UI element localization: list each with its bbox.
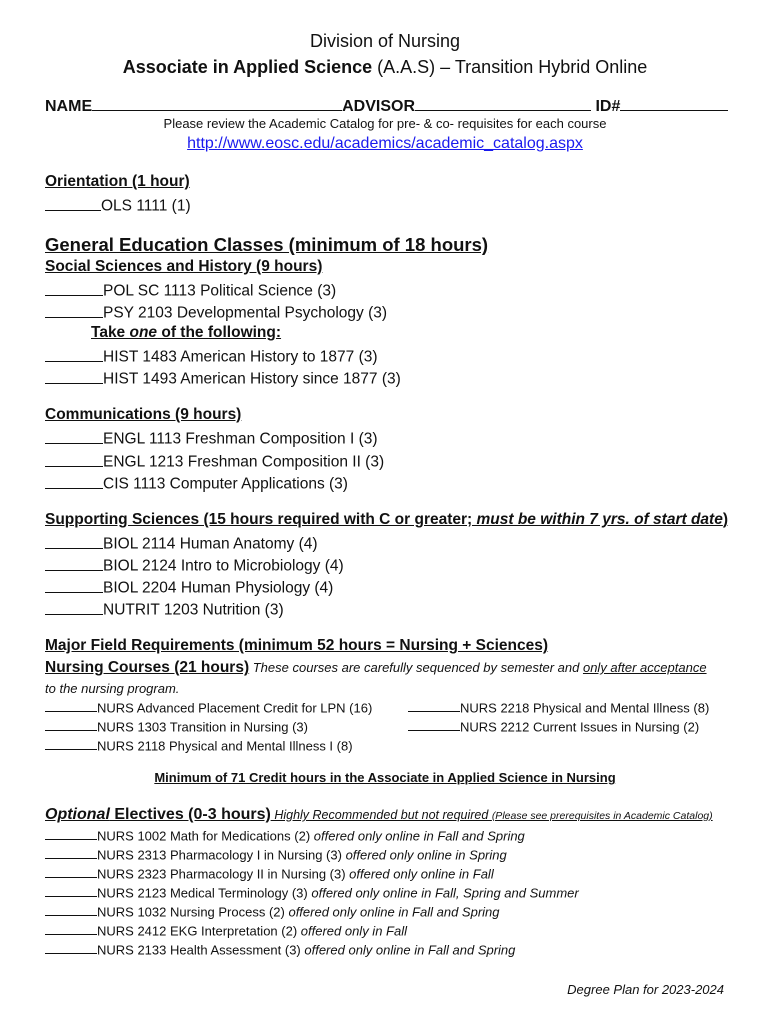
checkbox-blank[interactable] (45, 846, 97, 859)
checkbox-blank[interactable] (45, 280, 103, 296)
checklist-row (45, 368, 401, 389)
gen-ed-heading: General Education Classes (minimum of 18 hours) (45, 234, 489, 255)
course-label: NURS 1303 Transition in Nursing (3) (97, 719, 308, 735)
offered-note: offered only online in Fall (349, 866, 494, 882)
course-label: POL SC 1113 Political Science (3) (103, 282, 337, 300)
degree-title-bold: Associate in Applied Science (122, 57, 373, 77)
checkbox-blank[interactable] (45, 718, 97, 731)
take-one-instruction (91, 324, 281, 342)
checkbox-blank[interactable] (45, 903, 97, 916)
checklist-row (45, 195, 191, 216)
checklist-row (45, 903, 500, 919)
supporting-em: must be within 7 yrs. of start date (476, 511, 723, 528)
checklist-row (45, 451, 384, 472)
checkbox-blank[interactable] (408, 718, 460, 731)
electives-optional: Optional (45, 806, 110, 823)
name-label: NAME (45, 98, 93, 116)
checkbox-blank[interactable] (45, 555, 103, 571)
id-label: ID# (595, 98, 621, 116)
student-info-line (45, 95, 728, 116)
course-label: BIOL 2204 Human Physiology (4) (103, 579, 334, 597)
take-post: of the following: (157, 324, 282, 341)
checkbox-blank[interactable] (45, 473, 103, 489)
course-label: NURS 2412 EKG Interpretation (2) (97, 923, 301, 939)
checklist-row (45, 428, 378, 449)
checkbox-blank[interactable] (45, 827, 97, 840)
checklist-row (45, 865, 494, 881)
checkbox-blank[interactable] (408, 699, 460, 712)
checkbox-blank[interactable] (45, 599, 103, 615)
nursing-courses-heading: Nursing Courses (21 hours) (45, 659, 250, 676)
nursing-courses-line (45, 659, 707, 677)
checkbox-blank[interactable] (45, 922, 97, 935)
course-label: NURS 2118 Physical and Mental Illness I (8) (97, 738, 353, 754)
course-label: HIST 1483 American History to 1877 (3) (103, 348, 378, 366)
supporting-post: ) (722, 511, 728, 528)
checklist-row (45, 555, 344, 576)
offered-note: offered only online in Fall and Spring (288, 904, 500, 920)
offered-note: offered only in Fall (300, 923, 407, 939)
course-label: ENGL 1213 Freshman Composition II (3) (103, 453, 385, 471)
checkbox-blank[interactable] (45, 195, 101, 211)
checkbox-blank[interactable] (45, 451, 103, 467)
course-label: NURS 2212 Current Issues in Nursing (2) (460, 719, 700, 735)
course-label: NURS 1032 Nursing Process (2) (97, 904, 289, 920)
orientation-heading: Orientation (1 hour) (45, 173, 190, 190)
electives-heading-line (45, 806, 713, 824)
checkbox-blank[interactable] (45, 884, 97, 897)
course-label: NURS 2133 Health Assessment (3) (97, 942, 305, 958)
course-label: NURS 1002 Math for Medications (2) (97, 828, 314, 844)
checkbox-blank[interactable] (45, 368, 103, 384)
degree-title (0, 57, 770, 78)
checklist-row (45, 737, 353, 753)
supporting-sciences-heading (45, 511, 728, 529)
course-label: OLS 1111 (1) (101, 197, 191, 215)
course-label: NURS 2123 Medical Terminology (3) (97, 885, 312, 901)
offered-note: offered only online in Fall and Spring (304, 942, 516, 958)
course-label: NUTRIT 1203 Nutrition (3) (103, 601, 284, 619)
course-label: NURS 2313 Pharmacology I in Nursing (3) (97, 847, 346, 863)
checklist-row (45, 599, 284, 620)
electives-heading: Electives (0-3 hours) (109, 806, 271, 823)
checklist-row (45, 718, 308, 734)
catalog-link[interactable]: http://www.eosc.edu/academics/academic_catalog.aspx (187, 135, 583, 152)
checklist-row (45, 941, 515, 957)
checkbox-blank[interactable] (45, 302, 103, 318)
checklist-row (45, 533, 318, 554)
checklist-row (45, 884, 579, 900)
checkbox-blank[interactable] (45, 699, 97, 712)
checklist-row (45, 346, 378, 367)
supporting-pre: Supporting Sciences (15 hours required with C or greater; (45, 511, 477, 528)
course-label: HIST 1493 American History since 1877 (3) (103, 370, 401, 388)
take-pre: Take (91, 324, 130, 341)
checkbox-blank[interactable] (45, 533, 103, 549)
nursing-note-line2: to the nursing program. (45, 681, 180, 696)
division-title: Division of Nursing (309, 31, 461, 51)
course-label: BIOL 2124 Intro to Microbiology (4) (103, 557, 344, 575)
offered-note: offered only online in Fall and Spring (313, 828, 525, 844)
offered-note: offered only online in Fall, Spring and Summer (311, 885, 579, 901)
checklist-row (45, 699, 372, 715)
course-label: NURS 2323 Pharmacology II in Nursing (3) (97, 866, 350, 882)
advisor-field[interactable] (415, 95, 591, 111)
checklist-row (45, 846, 507, 862)
course-label: CIS 1113 Computer Applications (3) (103, 475, 348, 493)
communications-heading: Communications (9 hours) (45, 406, 242, 423)
course-label: ENGL 1113 Freshman Composition I (3) (103, 430, 378, 448)
id-field[interactable] (620, 95, 728, 111)
minimum-credit-note: Minimum of 71 Credit hours in the Associate in Applied Science in Nursing (154, 770, 616, 785)
checklist-row (408, 699, 709, 715)
checklist-row (45, 302, 387, 323)
checkbox-blank[interactable] (45, 346, 103, 362)
checklist-row (408, 718, 699, 734)
nursing-note: These courses are carefully sequenced by semester and (249, 660, 583, 675)
checklist-row (45, 577, 333, 598)
course-label: NURS 2218 Physical and Mental Illness (8) (460, 700, 710, 716)
checkbox-blank[interactable] (45, 941, 97, 954)
course-label: PSY 2103 Developmental Psychology (3) (103, 304, 388, 322)
nursing-note-underlined: only after acceptance (582, 660, 707, 675)
review-note: Please review the Academic Catalog for pre- & co- requisites for each course (163, 116, 607, 131)
course-label: NURS Advanced Placement Credit for LPN (16) (97, 700, 373, 716)
checkbox-blank[interactable] (45, 577, 103, 593)
advisor-label: ADVISOR (342, 98, 416, 116)
degree-plan-footer: Degree Plan for 2023-2024 (567, 982, 724, 997)
electives-note: Highly Recommended but not required (270, 808, 492, 822)
checklist-row (45, 922, 407, 938)
course-label: BIOL 2114 Human Anatomy (4) (103, 535, 318, 553)
checklist-row (45, 280, 336, 301)
social-sciences-heading: Social Sciences and History (9 hours) (45, 258, 323, 275)
offered-note: offered only online in Spring (345, 847, 507, 863)
name-field[interactable] (92, 95, 342, 111)
checklist-row (45, 827, 525, 843)
checkbox-blank[interactable] (45, 428, 103, 444)
electives-note-small: (Please see prerequisites in Academic Catalog) (491, 810, 713, 822)
checklist-row (45, 473, 348, 494)
degree-title-rest: (A.A.S) – Transition Hybrid Online (372, 57, 648, 77)
take-em: one (129, 324, 158, 341)
checkbox-blank[interactable] (45, 737, 97, 750)
major-field-heading: Major Field Requirements (minimum 52 hours = Nursing + Sciences) (45, 637, 549, 654)
checkbox-blank[interactable] (45, 865, 97, 878)
